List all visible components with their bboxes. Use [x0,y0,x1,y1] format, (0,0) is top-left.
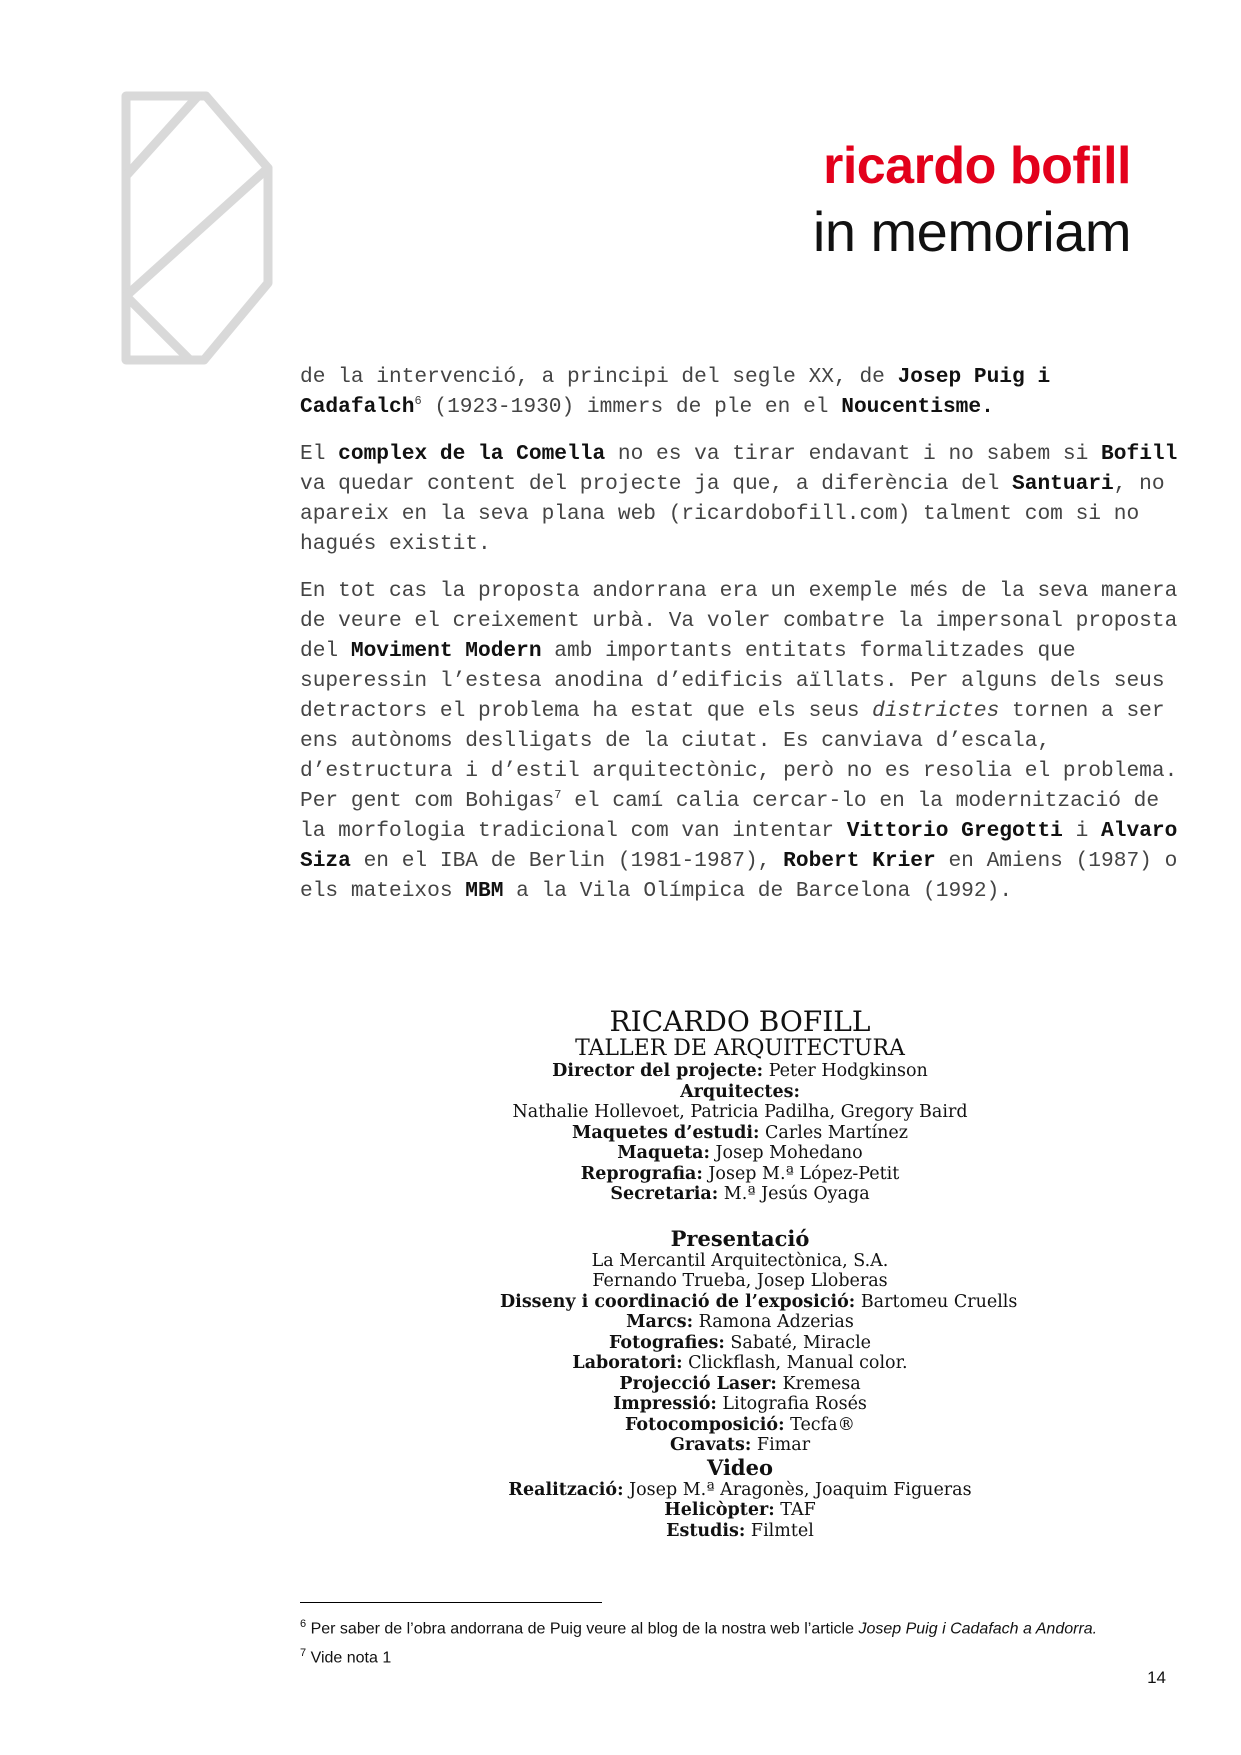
credits-arquitectes-label: Arquitectes: [680,1081,800,1102]
name-alvaro-siza: Alvaro Siza [300,819,1178,873]
term-santuari: Santuari [1012,472,1114,496]
credits-director: Director del projecte: Peter Hodgkinson [552,1061,928,1081]
credits-image [500,1005,1018,1541]
title-in-memoriam: in memoriam [812,200,1131,263]
article-body [300,362,1180,923]
credits-projeccio: Projecció Laser: Kremesa [619,1373,861,1394]
footnote-ref-7: 7 [554,787,562,802]
credits-reprografia: Reprografia: Josep M.ª López-Petit [580,1163,900,1184]
credits-title: RICARDO BOFILL [609,1005,871,1038]
credits-subtitle: TALLER DE ARQUITECTURA [575,1036,905,1061]
credits-presentacio-heading: Presentació [670,1225,810,1251]
article-title [812,137,1131,263]
credits-video-heading: Video [707,1454,773,1480]
credits-presentacio-line1: La Mercantil Arquitectònica, S.A. [591,1250,889,1271]
paragraph-3: En tot cas la proposta andorrana era un exemple més de la seva manera de veure el creixement urbà. Va voler combatre la impersonal proposta del Moviment Modern amb importants entitats formalitzades que superessin l’estesa anodina d’edificis aïllats. Per alguns dels seus detractors el problema ha estat que els seus districtes tornen a ser ens autònoms deslligats de la ciutat. Es canviava d’escala, d’estructura i d’estil arquitectònic, però no es resolia el problema. Per gent com Bohigas$^7$ el camí calia cercar-lo en la modernització de la morfologia tradicional com van intentar Vittorio Gregotti i Alvaro Siza en el IBA de Berlin (1981-1987), Robert Krier en Amiens (1987) o els mateixos MBM a la Vila Olímpica de Barcelona (1992). [300,579,1178,903]
name-vittorio-gregotti: Vittorio Gregotti [846,819,1063,843]
credits-realitzacio: Realització: Josep M.ª Aragonès, Joaquim Figueras [508,1479,972,1500]
term-noucentisme: Noucentisme. [841,395,994,419]
name-mbm: MBM [465,879,504,903]
footnotes [300,1612,1097,1671]
title-ricardo-bofill: ricardo bofill [823,137,1131,195]
credits-spacer [500,1205,980,1227]
credits-maquetes: Maquetes d’estudi: Carles Martínez [572,1122,908,1143]
name-bofill: Bofill [1101,442,1178,466]
credits-secretaria: Secretaria: M.ª Jesús Oyaga [610,1184,870,1204]
credits-impressio: Impressió: Litografia Rosés [613,1394,867,1414]
footnote-7: $^7$ Vide nota 1 [300,1647,392,1667]
credits-laboratori: Laboratori: Clickflash, Manual color. [572,1353,908,1373]
credits-fotocomposicio: Fotocomposició: Tecfa® [624,1414,856,1435]
credits-arquitectes-value: Nathalie Hollevoet, Patricia Padilha, Gregory Baird [512,1102,968,1122]
term-districtes: districtes [872,699,1000,723]
footnote-6: $^6$ Per saber de l’obra andorrana de Puig veure al blog de la nostra web l’article Josep Puig i Cadafach a Andorra. [300,1618,1098,1638]
term-complex-comella: complex de la Comella [338,442,606,466]
credits-fotografies: Fotografies: Sabaté, Miracle [608,1332,872,1353]
paragraph-2: El complex de la Comella no es va tirar endavant i no sabem si Bofill va quedar content del projecte ja que, a diferència del Santuari, no apareix en la seva plana web (ricardobofill.com) talment com si no hagués existit. [300,442,1178,556]
credits-gravats: Gravats: Fimar [669,1435,811,1455]
footnote-6-article-title: Josep Puig i Cadafach a Andorra. [858,1620,1098,1638]
name-puig-cadafalch: Josep Puig i Cadafalch [300,365,1051,419]
credits-estudis: Estudis: Filmtel [666,1520,814,1541]
name-robert-krier: Robert Krier [783,849,936,873]
page-number: 14 [1147,1668,1166,1687]
credits-marcs: Marcs: Ramona Adzerias [626,1312,854,1332]
credits-presentacio-line2: Fernando Trueba, Josep Lloberas [592,1271,888,1291]
footnote-ref-6: 6 [414,393,422,408]
credits-helicopter: Helicòpter: TAF [664,1500,816,1520]
footnote-divider [300,1602,602,1603]
term-moviment-modern: Moviment Modern [350,639,542,663]
credits-disseny: Disseny i coordinació de l’exposició: Bartomeu Cruells [500,1291,1018,1312]
credits-maqueta: Maqueta: Josep Mohedano [617,1143,863,1163]
logo-icon [118,88,318,368]
paragraph-1: de la intervenció, a principi del segle XX, de Josep Puig i Cadafalch$^6$ (1923-1930) immers de ple en el Noucentisme. [300,365,1051,419]
